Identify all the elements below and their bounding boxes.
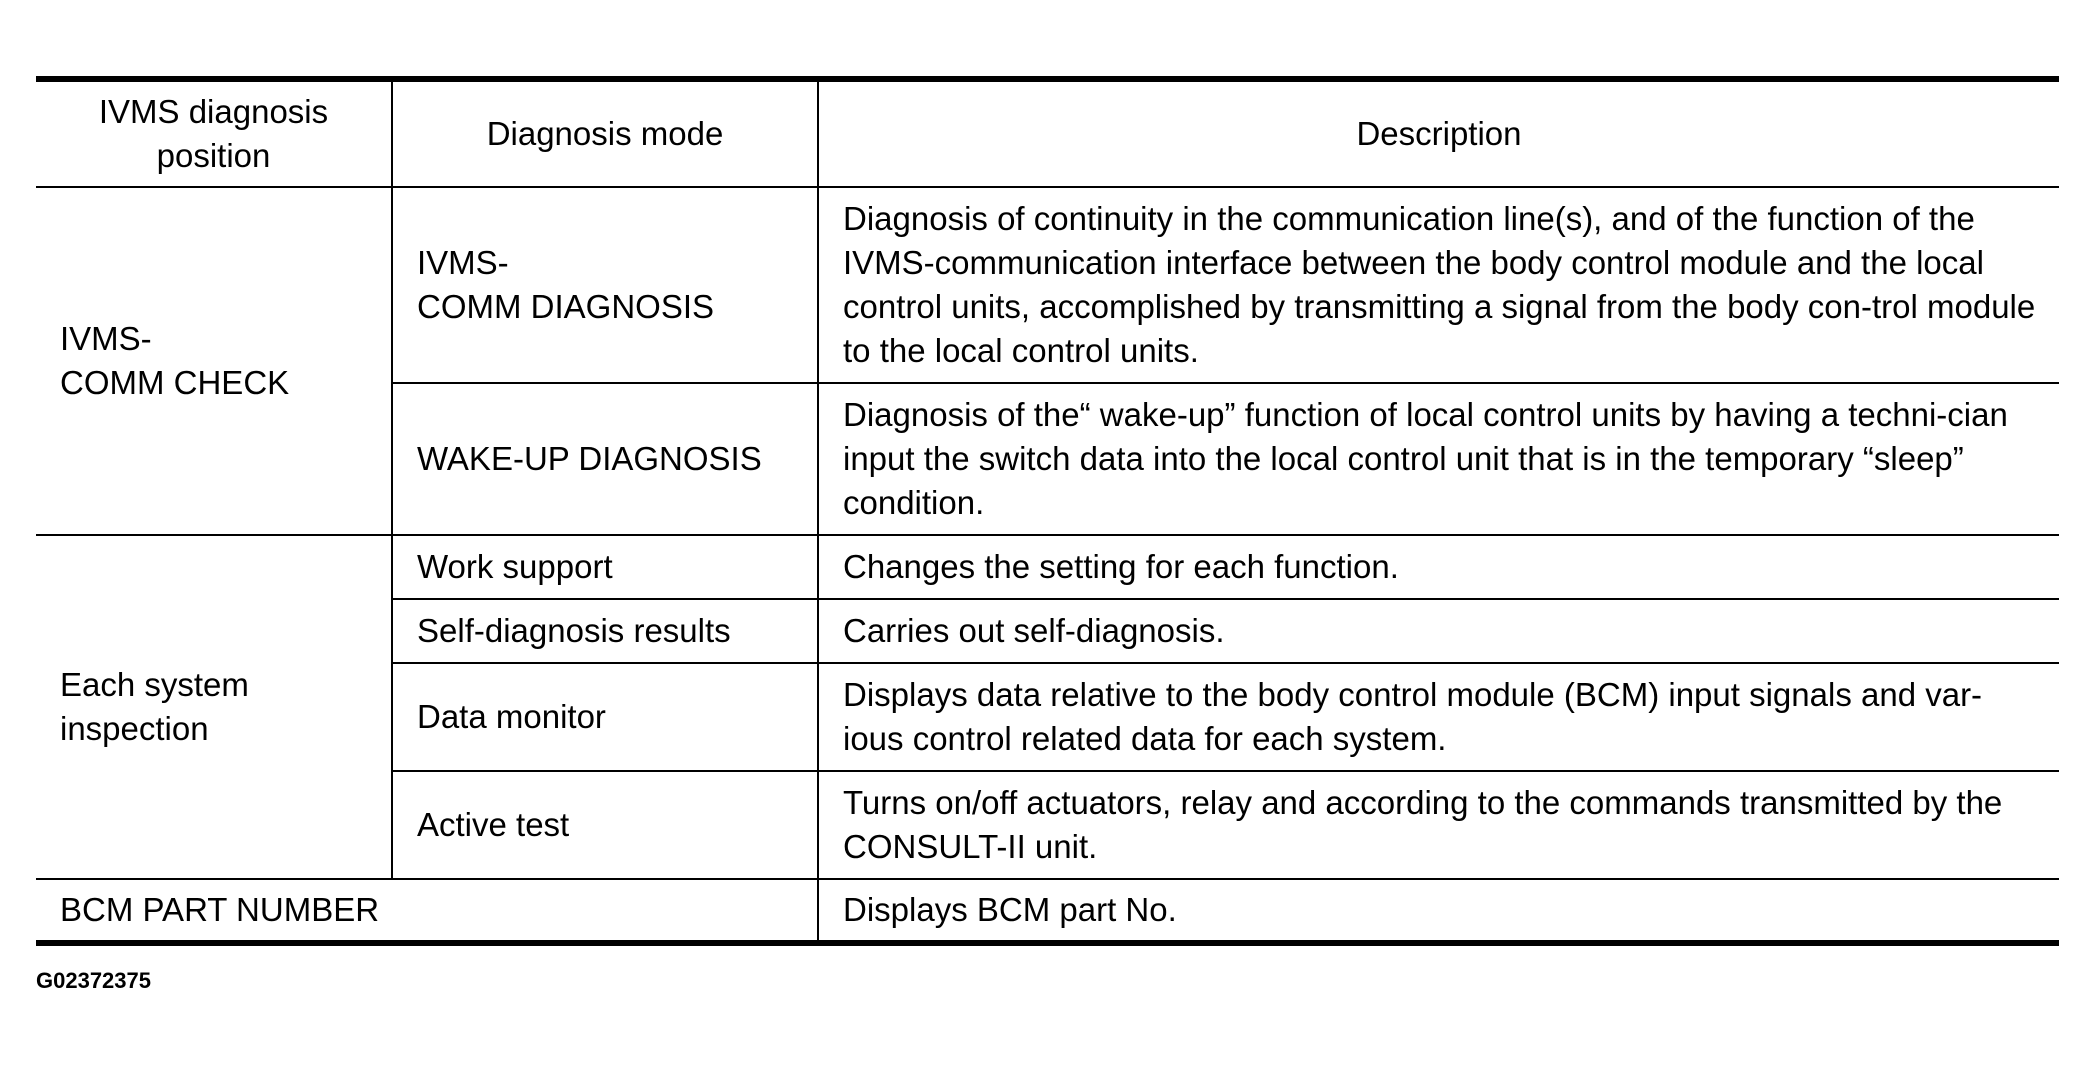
cell-position-bcm-part-number: BCM PART NUMBER bbox=[36, 879, 818, 943]
table-row bbox=[36, 187, 2059, 383]
cell-description-active-test: Turns on/off actuators, relay and according to the commands transmitted by the CONSULT-II unit. bbox=[818, 771, 2059, 879]
table-row bbox=[36, 879, 2059, 943]
cell-description-ivms-comm-diagnosis: Diagnosis of continuity in the communication line(s), and of the function of the IVMS-communication interface between the body control module and the local control units, accomplished by transmitting a signal from the body con-trol module to the local control units. bbox=[818, 187, 2059, 383]
cell-mode-wake-up-diagnosis: WAKE-UP DIAGNOSIS bbox=[392, 383, 818, 535]
cell-description-self-diagnosis-results: Carries out self-diagnosis. bbox=[818, 599, 2059, 663]
table-header-row bbox=[36, 79, 2059, 187]
cell-description-data-monitor: Displays data relative to the body control module (BCM) input signals and var-ious control related data for each system. bbox=[818, 663, 2059, 771]
table-row bbox=[36, 535, 2059, 599]
figure-id: G02372375 bbox=[36, 968, 151, 993]
cell-description-bcm-part-number: Displays BCM part No. bbox=[818, 879, 2059, 943]
cell-mode-data-monitor: Data monitor bbox=[392, 663, 818, 771]
cell-mode-ivms-comm-diagnosis: IVMS- COMM DIAGNOSIS bbox=[392, 187, 818, 383]
cell-mode-self-diagnosis-results: Self-diagnosis results bbox=[392, 599, 818, 663]
header-ivms-diagnosis-position: IVMS diagnosis position bbox=[36, 79, 392, 187]
header-description: Description bbox=[818, 79, 2059, 187]
cell-mode-work-support: Work support bbox=[392, 535, 818, 599]
cell-description-work-support: Changes the setting for each function. bbox=[818, 535, 2059, 599]
header-diagnosis-mode: Diagnosis mode bbox=[392, 79, 818, 187]
cell-position-each-system-inspection: Each system inspection bbox=[36, 535, 392, 879]
cell-position-ivms-comm-check: IVMS- COMM CHECK bbox=[36, 187, 392, 535]
diagnosis-mode-table bbox=[36, 76, 2059, 946]
cell-description-wake-up-diagnosis: Diagnosis of the“ wake-up” function of local control units by having a techni-cian input the switch data into the local control unit that is in the temporary “sleep” condition. bbox=[818, 383, 2059, 535]
cell-mode-active-test: Active test bbox=[392, 771, 818, 879]
